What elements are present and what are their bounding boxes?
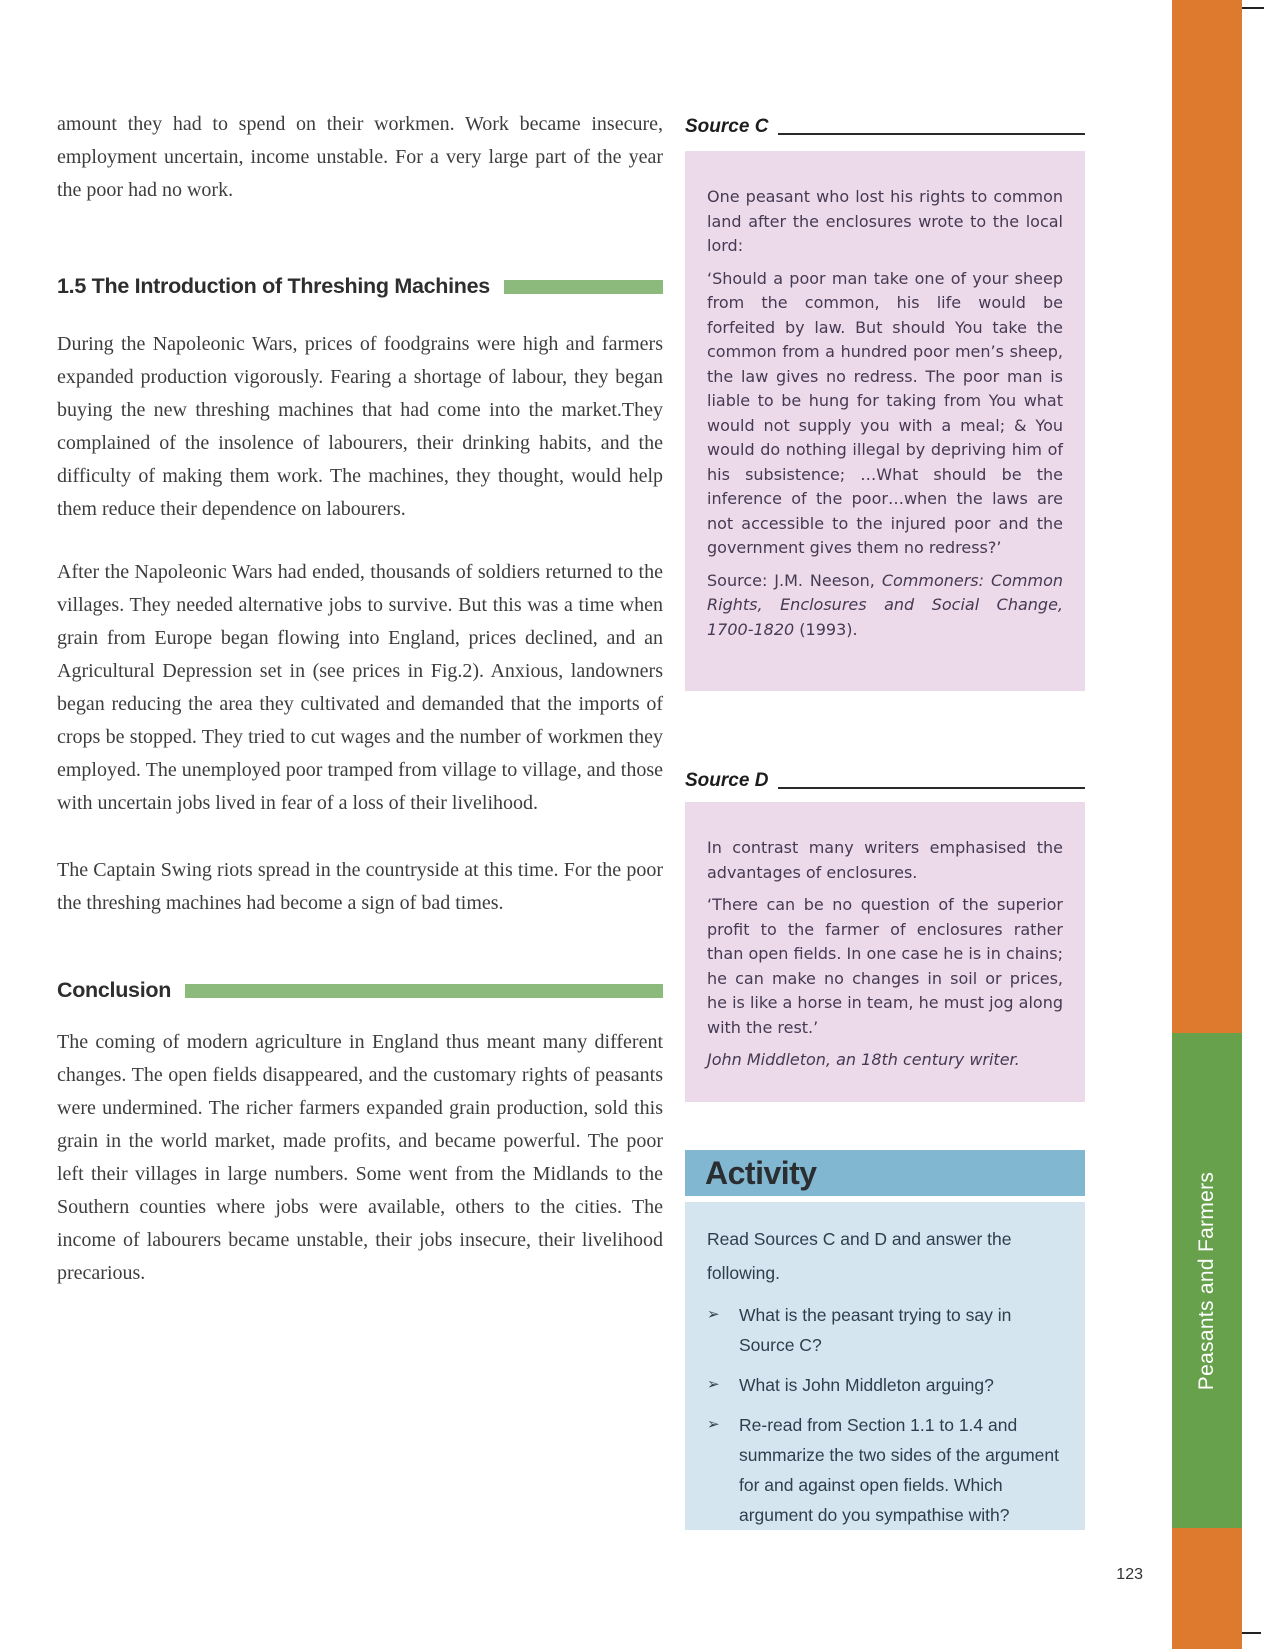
activity-box	[685, 1202, 1085, 1530]
source-d-heading	[685, 770, 1085, 792]
source-c-rule	[778, 133, 1085, 135]
source-c-quote: ‘Should a poor man take one of your sheep from the common, his life would be forfeited by law. But should You take the common from a hundred poor men’s sheep, the law gives no redress. The poor man is liable to be hung for taking from You what would not supply you with a meal; & You would do nothing illegal by depriving him of his subsistence; …What should be the inference of the poor…when the laws are not accessible to the injured poor and the government gives them no redress?’	[707, 268, 1063, 557]
crop-mark-bottom	[1242, 1632, 1261, 1634]
arrow-bullet-icon: ➢	[707, 1376, 720, 1393]
sidebar-orange-top	[1172, 0, 1242, 1033]
conclusion-heading	[57, 978, 663, 1003]
source-d-label: Source D	[685, 770, 769, 791]
activity-item	[707, 1410, 1063, 1530]
activity-item	[707, 1370, 1063, 1400]
citation-prefix: Source: J.M. Neeson,	[707, 570, 882, 590]
activity-item-text: Re-read from Section 1.1 to 1.4 and summarize the two sides of the argument for and against open fields. Which argument do you sympathise with?	[739, 1415, 1060, 1525]
paragraph-captain-swing: The Captain Swing riots spread in the countryside at this time. For the poor the threshing machines had become a sign of bad times.	[57, 859, 663, 914]
sidebar-orange-bottom	[1172, 1528, 1242, 1649]
book-title: Commoners: Common Rights, Enclosures and Social Change, 1700-1820	[707, 570, 1064, 639]
conclusion-paragraph: The coming of modern agriculture in England thus meant many different changes. The open fields disappeared, and the customary rights of peasants were undermined. The richer farmers expanded grain production, sold this grain in the world market, made profits, and became powerful. The poor left their villages in large numbers. Some went from the Midlands to the Southern counties where jobs were available, others to the cities. The income of labourers became unstable, their jobs insecure, their livelihood precarious.	[57, 1031, 663, 1284]
source-c-label: Source C	[685, 116, 769, 137]
source-c-citation	[707, 569, 1063, 643]
source-c-heading	[685, 116, 1085, 138]
arrow-bullet-icon: ➢	[707, 1306, 720, 1323]
source-d-quote: ‘There can be no question of the superior profit to the farmer of enclosures rather than open fields. In one case he is in chains; he can make no changes in soil or prices, he is like a horse in team, he must jog along with the rest.’	[707, 895, 1063, 1037]
source-d-rule	[778, 787, 1085, 789]
paragraph-threshing-2: After the Napoleonic Wars had ended, thousands of soldiers returned to the villages. They needed alternative jobs to survive. But this was a time when grain from Europe began flowing into England, prices declined, and an Agricultural Depression set in (see prices in Fig.2). Anxious, landowners began reducing the area they cultivated and demanded that the imports of crops be stopped. They tried to cut wages and the number of workmen they employed. The unemployed poor tramped from village to village, and those with uncertain jobs lived in fear of a loss of their livelihood.	[57, 561, 663, 814]
crop-mark-top	[1242, 7, 1264, 9]
activity-intro: Read Sources C and D and answer the following.	[707, 1229, 1012, 1283]
conclusion-heading-label: Conclusion	[57, 978, 172, 1002]
arrow-bullet-icon: ➢	[707, 1416, 720, 1433]
section-heading	[57, 274, 663, 299]
section-heading-label: 1.5 The Introduction of Threshing Machines	[57, 274, 490, 298]
source-c-intro: One peasant who lost his rights to common land after the enclosures wrote to the local lord:	[707, 187, 1063, 255]
source-c-box	[685, 151, 1085, 691]
activity-title: Activity	[705, 1154, 817, 1191]
source-d-box	[685, 802, 1085, 1102]
paragraph-threshing-1: During the Napoleonic Wars, prices of foodgrains were high and farmers expanded production vigorously. Fearing a shortage of labour, they began buying the new threshing machines that had come into the market.They complained of the insolence of labourers, their drinking habits, and the difficulty of making them work. The machines, they thought, would help them reduce their dependence on labourers.	[57, 333, 663, 520]
sidebar-chapter-band	[1172, 1033, 1242, 1528]
source-d-attribution: John Middleton, an 18th century writer.	[707, 1050, 1020, 1069]
activity-header	[685, 1150, 1085, 1196]
citation-suffix: (1993).	[794, 619, 858, 639]
activity-item	[707, 1300, 1063, 1360]
activity-item-text: What is John Middleton arguing?	[739, 1375, 994, 1395]
intro-paragraph: amount they had to spend on their workmen. Work became insecure, employment uncertain, income unstable. For a very large part of the year the poor had no work.	[57, 113, 663, 201]
conclusion-heading-bar	[185, 984, 663, 998]
source-d-intro: In contrast many writers emphasised the advantages of enclosures.	[707, 838, 1063, 882]
activity-item-text: What is the peasant trying to say in Source C?	[739, 1305, 1012, 1355]
page-number: 123	[1116, 1566, 1143, 1583]
sidebar-chapter-label: Peasants and Farmers	[1195, 1171, 1218, 1390]
section-heading-bar	[504, 280, 663, 294]
